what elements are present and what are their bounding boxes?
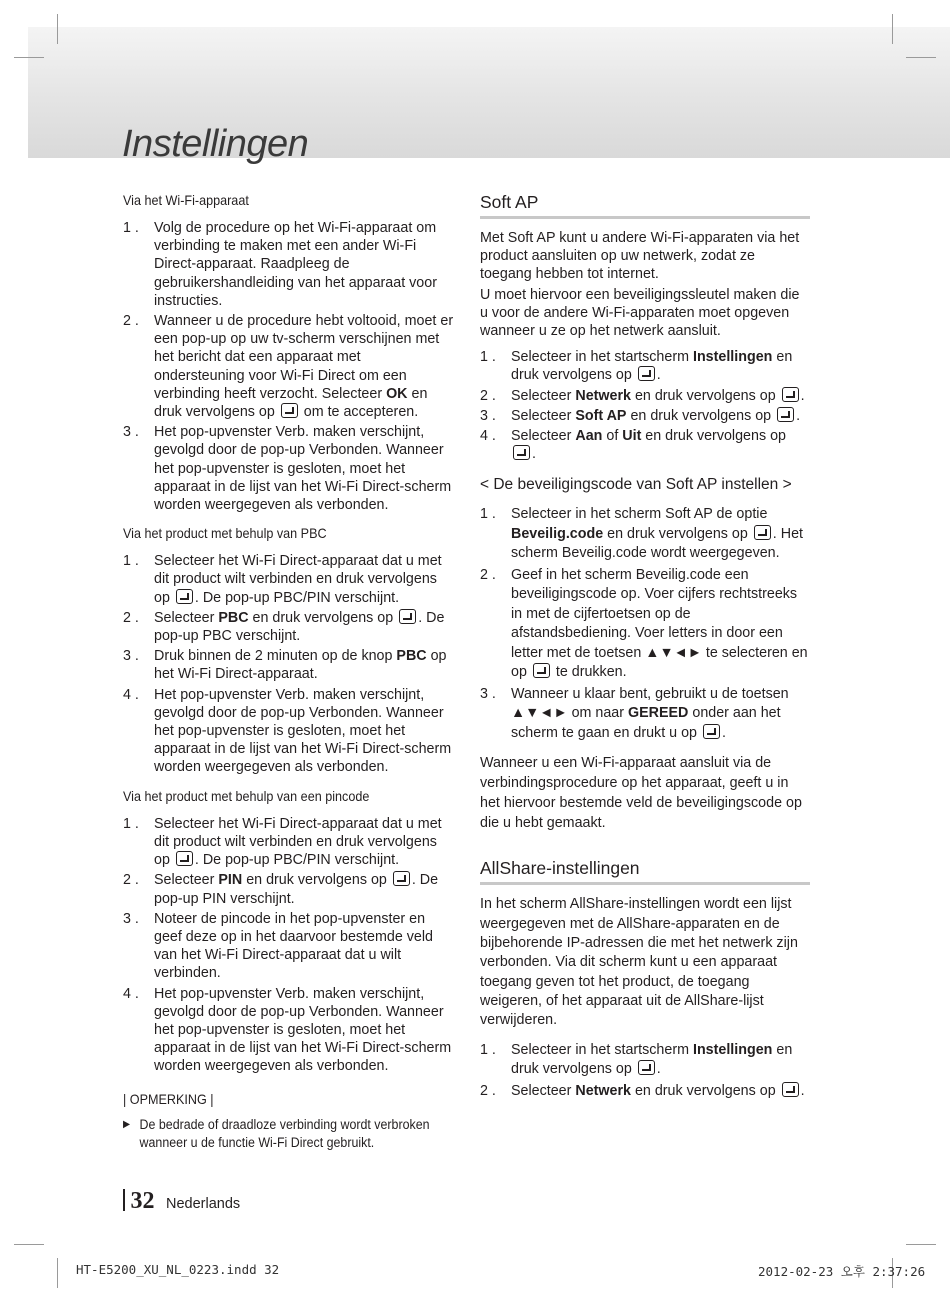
step-keyword: OK	[386, 385, 408, 402]
paragraph: Wanneer u een Wi-Fi-apparaat aansluit via de verbindingsprocedure op het apparaat, geeft u in het hiervoor bestemde veld de beveiligingscode op die u hebt gemaakt.	[480, 755, 802, 832]
step-text: .	[796, 407, 801, 424]
step-number: 2 .	[123, 609, 139, 626]
step-list	[123, 552, 455, 776]
step-number: 1 .	[123, 815, 139, 832]
step-item	[123, 647, 455, 683]
step-number: 3 .	[123, 648, 139, 665]
step-list	[123, 219, 455, 514]
crop-mark	[906, 1244, 936, 1245]
crop-mark	[14, 57, 44, 58]
step-number: 3 .	[480, 407, 496, 424]
step-text: .	[532, 446, 536, 463]
step-text: Selecteer	[511, 387, 576, 404]
page-number	[123, 1188, 155, 1215]
step-number: 3 .	[123, 424, 139, 441]
step-keyword: Netwerk	[575, 1082, 631, 1099]
subsection-title: Via het product met behulp van PBC	[123, 525, 327, 542]
step-keyword: Beveilig.code	[511, 525, 604, 542]
step-text: en druk vervolgens op	[248, 609, 398, 626]
step-item	[123, 910, 455, 983]
step-text: Druk binnen de 2 minuten op de knop	[154, 648, 397, 665]
step-text: . De pop-up PBC/PIN verschijnt.	[194, 589, 400, 606]
enter-key-icon	[638, 1060, 655, 1075]
step-text: en druk vervolgens op	[154, 385, 428, 421]
enter-key-icon	[782, 387, 799, 402]
step-keyword: PBC	[218, 609, 249, 626]
step-text: Wanneer u klaar bent, gebruikt u de toetsen ▲▼◄► om naar	[511, 685, 789, 722]
step-text: Selecteer	[511, 407, 576, 424]
step-text: te drukken.	[551, 664, 627, 681]
enter-key-icon	[777, 407, 794, 422]
step-text: en druk vervolgens op	[626, 407, 776, 424]
paragraph: In het scherm AllShare-instellingen wordt een lijst weergegeven met de AllShare-apparaten en de bijbehorende IP-adressen die met het netwerk zijn verbonden. Via dit scherm kunt u een apparaat toegang geven tot het product, de toegang weigeren, of het apparaat uit de AllShare-lijst verwijderen.	[480, 896, 798, 1029]
enter-key-icon	[754, 525, 771, 540]
step-item	[480, 348, 810, 384]
step-text: Geef in het scherm Beveilig.code een beveiligingscode op. Voer cijfers rechtstreeks in met de cijfertoetsen op de afstandsbediening. Voer letters in door een letter met de toetsen ▲▼◄► te selecteren en op	[511, 566, 808, 681]
step-keyword: Instellingen	[692, 349, 773, 366]
step-keyword: Uit	[622, 428, 642, 445]
step-text: Het pop-upvenster Verb. maken verschijnt, gevolgd door de pop-up Verbonden. Wanneer het pop-upvenster is gesloten, moet het apparaat in de lijst van het Wi-Fi Direct-scherm worden weergegeven als verbonden.	[154, 985, 452, 1075]
section-title: Soft AP	[480, 191, 810, 219]
crop-mark	[57, 14, 58, 44]
divider	[123, 1189, 125, 1211]
enter-key-icon	[176, 589, 193, 604]
step-item	[123, 219, 455, 310]
step-text: Selecteer	[511, 1082, 576, 1099]
step-item	[123, 609, 455, 645]
step-item	[480, 505, 810, 564]
enter-key-icon	[393, 871, 410, 886]
step-number: 2 .	[123, 313, 139, 330]
step-text: en druk vervolgens op	[641, 428, 786, 445]
step-keyword: Netwerk	[575, 387, 631, 404]
step-number: 4 .	[123, 985, 139, 1002]
subsection-title: Via het product met behulp van een pincode	[123, 787, 370, 804]
step-keyword: PBC	[396, 648, 427, 665]
crop-mark	[14, 1244, 44, 1245]
step-number: 1 .	[480, 349, 496, 366]
step-text: op het Wi-Fi Direct-apparaat.	[154, 648, 447, 683]
footer-language: Nederlands	[166, 1196, 241, 1212]
step-text: Noteer de pincode in het pop-upvenster en geef deze op in het daarvoor bestemde veld van het Wi-Fi Direct-apparaat dat u wilt verbinden.	[154, 910, 433, 982]
step-item	[123, 552, 455, 607]
step-item	[480, 685, 810, 744]
step-text: Het pop-upvenster Verb. maken verschijnt, gevolgd door de pop-up Verbonden. Wanneer het pop-upvenster is gesloten, moet het apparaat in de lijst van het Wi-Fi Direct-scherm worden weergegeven als verbonden.	[154, 686, 452, 776]
step-item	[123, 871, 455, 907]
step-item	[123, 423, 455, 514]
step-text: onder aan het scherm te gaan en drukt u op	[511, 705, 781, 741]
step-text: en druk vervolgens op	[511, 349, 793, 384]
step-number: 2 .	[123, 872, 139, 889]
step-text: Selecteer	[154, 872, 219, 889]
step-text: .	[721, 724, 726, 741]
step-text: om te accepteren.	[299, 404, 419, 421]
left-column	[123, 191, 455, 1152]
step-item	[123, 985, 455, 1076]
enter-key-icon	[782, 1082, 799, 1097]
step-text: Volg de procedure op het Wi-Fi-apparaat om verbinding te maken met een ander Wi-Fi Direct-apparaat. Raadpleeg de gebruikershandleiding van het apparaat voor instructies.	[154, 220, 437, 309]
step-keyword: PIN	[218, 872, 243, 889]
subsection-title: Via het Wi-Fi-apparaat	[123, 192, 249, 208]
enter-key-icon	[176, 851, 193, 866]
step-list	[480, 505, 810, 743]
step-text: Selecteer in het startscherm	[511, 1041, 693, 1058]
step-text: .	[800, 387, 805, 404]
enter-key-icon	[533, 663, 550, 678]
step-text: . Het scherm Beveilig.code wordt weergegeven.	[511, 525, 803, 562]
step-text: en druk vervolgens op	[242, 872, 391, 889]
note-title: | OPMERKING |	[123, 1090, 214, 1107]
step-number: 2 .	[480, 1082, 496, 1099]
page-title: Instellingen	[122, 123, 309, 165]
step-text: Selecteer in het startscherm	[511, 349, 693, 366]
step-text: en druk vervolgens op	[631, 387, 780, 404]
step-text: Selecteer	[154, 609, 219, 626]
triangle-right-icon: ▶	[123, 1118, 131, 1130]
step-list	[123, 815, 455, 1076]
step-text: en druk vervolgens op	[511, 1041, 793, 1078]
step-text: Selecteer het Wi-Fi Direct-apparaat dat u met dit product wilt verbinden en druk vervolgens op	[154, 815, 442, 869]
print-slug-date: 2012-02-23 오후 2:37:26	[758, 1264, 926, 1279]
step-item	[480, 566, 810, 683]
step-text: en druk vervolgens op	[603, 525, 752, 542]
step-number: 1 .	[123, 553, 139, 570]
step-item	[123, 815, 455, 870]
step-text: Het pop-upvenster Verb. maken verschijnt, gevolgd door de pop-up Verbonden. Wanneer het pop-upvenster is gesloten, moet het apparaat in de lijst van het Wi-Fi Direct-scherm worden weergegeven als verbonden.	[154, 424, 452, 514]
right-column	[480, 191, 810, 1111]
step-item	[480, 407, 810, 425]
step-text: Selecteer het Wi-Fi Direct-apparaat dat u met dit product wilt verbinden en druk vervolgens op	[154, 553, 442, 606]
note-item	[123, 1116, 466, 1152]
section-title: AllShare-instellingen	[480, 857, 810, 885]
step-item	[480, 427, 810, 463]
step-number: 3 .	[480, 685, 496, 702]
step-text: Selecteer in het scherm Soft AP de optie	[511, 506, 768, 523]
step-keyword: Instellingen	[692, 1041, 773, 1058]
step-item	[480, 1041, 810, 1080]
step-text: .	[656, 367, 661, 384]
enter-key-icon	[638, 366, 655, 381]
step-number: 2 .	[480, 387, 496, 404]
step-number: 4 .	[123, 686, 139, 703]
step-text: Wanneer u de procedure hebt voltooid, moet er een pop-up op uw tv-scherm verschijnen met het bericht dat een apparaat met ondersteuning voor Wi-Fi Direct om een verbinding heeft verzocht. Selecteer	[154, 313, 454, 402]
crop-mark	[892, 14, 893, 44]
note-text: De bedrade of draadloze verbinding wordt verbroken wanneer u de functie Wi-Fi Direct gebruikt.	[139, 1116, 430, 1150]
step-text: of	[602, 428, 623, 445]
enter-key-icon	[513, 445, 530, 460]
step-number: 2 .	[480, 566, 496, 583]
step-keyword: Aan	[575, 428, 603, 445]
page-number-value: 32	[130, 1188, 155, 1214]
step-list	[480, 1041, 810, 1102]
crop-mark	[57, 1258, 58, 1288]
step-keyword: GEREED	[628, 705, 689, 722]
step-keyword: Soft AP	[575, 407, 627, 424]
step-text: . De pop-up PBC/PIN verschijnt.	[194, 852, 400, 869]
enter-key-icon	[399, 609, 416, 624]
subsection-title: < De beveiligingscode van Soft AP instellen >	[480, 476, 792, 494]
paragraph: U moet hiervoor een beveiligingssleutel maken die u voor de andere Wi-Fi-apparaten moet opgeven wanneer u ze op het netwerk aansluit.	[480, 286, 800, 340]
step-item	[123, 686, 455, 777]
step-item	[480, 1082, 810, 1102]
step-text: . De pop-up PIN verschijnt.	[154, 872, 439, 907]
step-text: en druk vervolgens op	[631, 1082, 780, 1099]
step-text: Selecteer	[511, 428, 576, 445]
step-number: 4 .	[480, 428, 496, 445]
step-list	[480, 348, 810, 463]
enter-key-icon	[281, 403, 298, 418]
step-number: 1 .	[480, 506, 496, 523]
step-text: . De pop-up PBC verschijnt.	[154, 609, 445, 645]
enter-key-icon	[703, 724, 720, 739]
step-text: .	[656, 1061, 661, 1078]
step-number: 1 .	[123, 220, 139, 236]
step-item	[123, 312, 455, 421]
step-number: 1 .	[480, 1041, 496, 1058]
crop-mark	[906, 57, 936, 58]
paragraph: Met Soft AP kunt u andere Wi-Fi-apparaten via het product aansluiten op uw netwerk, zodat ze toegang hebben tot internet.	[480, 230, 800, 283]
step-text: .	[800, 1082, 805, 1099]
step-item	[480, 387, 810, 405]
step-number: 3 .	[123, 910, 139, 927]
print-slug-file: HT-E5200_XU_NL_0223.indd 32	[76, 1262, 280, 1277]
